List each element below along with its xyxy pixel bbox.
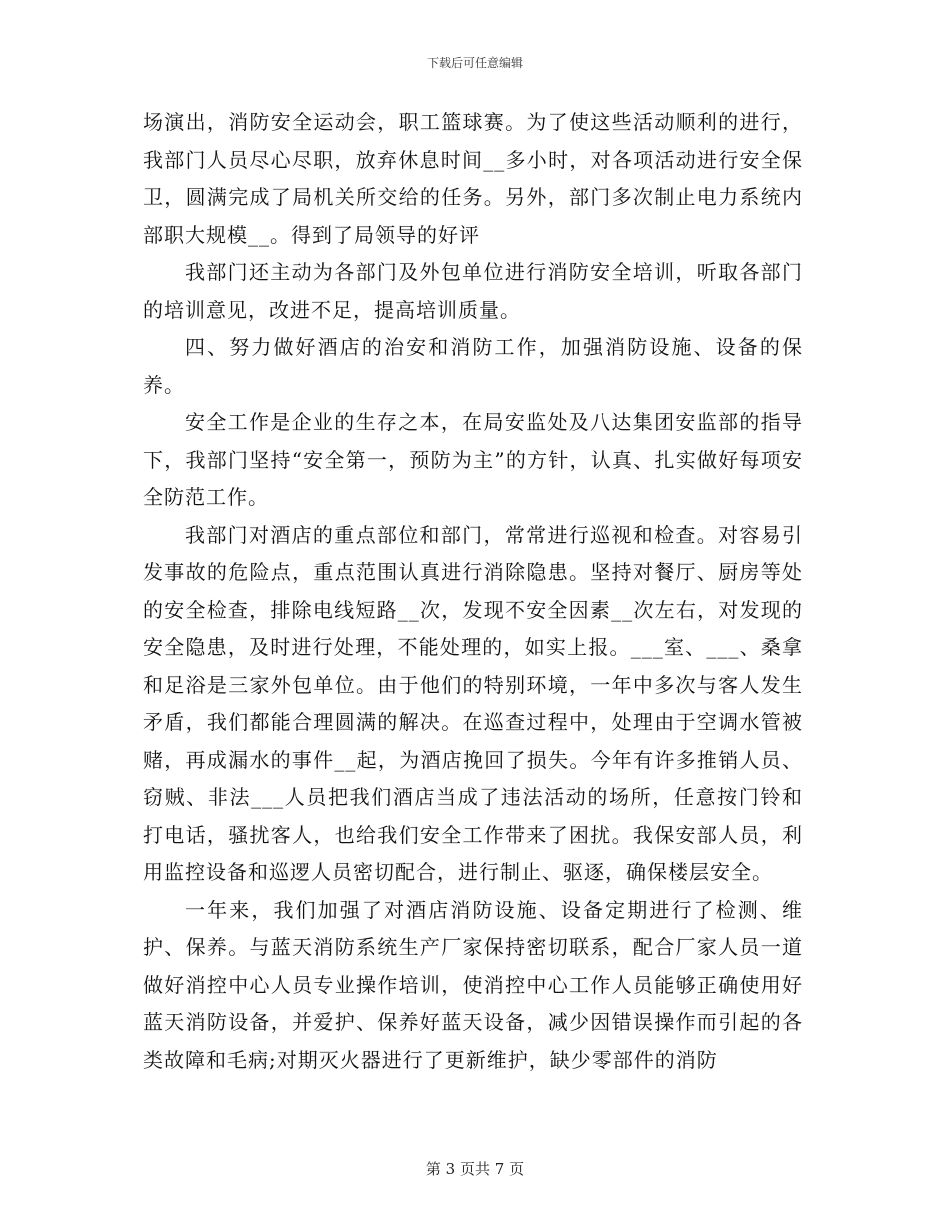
paragraph: 安全工作是企业的生存之本，在局安监处及八达集团安监部的指导下，我部门坚持“安全第一，预防为主”的方针，认真、扎实做好每项安全防范工作。 [143,410,803,509]
paragraph: 场演出，消防安全运动会，职工篮球赛。为了使这些活动顺利的进行，我部门人员尽心尽职，放弃休息时间__多小时，对各项活动进行安全保卫，圆满完成了局机关所交给的任务。另外，部门多次制止电力系统内部职大规模__。得到了局领导的好评 [143,110,803,247]
document-body [143,104,803,1079]
paragraph: 四、努力做好酒店的治安和消防工作，加强消防设施、设备的保养。 [143,335,803,397]
page-header-note: 下载后可任意编辑 [426,56,523,70]
paragraph: 一年来，我们加强了对酒店消防设施、设备定期进行了检测、维护、保养。与蓝天消防系统生产厂家保持密切联系，配合厂家人员一道做好消控中心人员专业操作培训，使消控中心工作人员能够正确使用好蓝天消防设备，并爱护、保养好蓝天设备，减少因错误操作而引起的各类故障和毛病;对期灭火器进行了更新维护，缺少零部件的消防 [143,897,803,1072]
paragraph: 我部门还主动为各部门及外包单位进行消防安全培训，听取各部门的培训意见，改进不足，提高培训质量。 [143,260,803,322]
page-number: 第 3 页共 7 页 [425,1160,525,1178]
paragraph: 我部门对酒店的重点部位和部门，常常进行巡视和检查。对容易引发事故的危险点，重点范围认真进行消除隐患。坚持对餐厅、厨房等处的安全检查，排除电线短路__次，发现不安全因素__次左右，对发现的安全隐患，及时进行处理，不能处理的，如实上报。___室、___、桑拿和足浴是三家外包单位。由于他们的特别环境，一年中多次与客人发生矛盾，我们都能合理圆满的解决。在巡查过程中，处理由于空调水管被赌，再成漏水的事件__起，为酒店挽回了损失。今年有许多推销人员、窃贼、非法___人员把我们酒店当成了违法活动的场所，任意按门铃和打电话，骚扰客人，也给我们安全工作带来了困扰。我保安部人员，利用监控设备和巡逻人员密切配合，进行制止、驱逐，确保楼层安全。 [143,522,803,884]
